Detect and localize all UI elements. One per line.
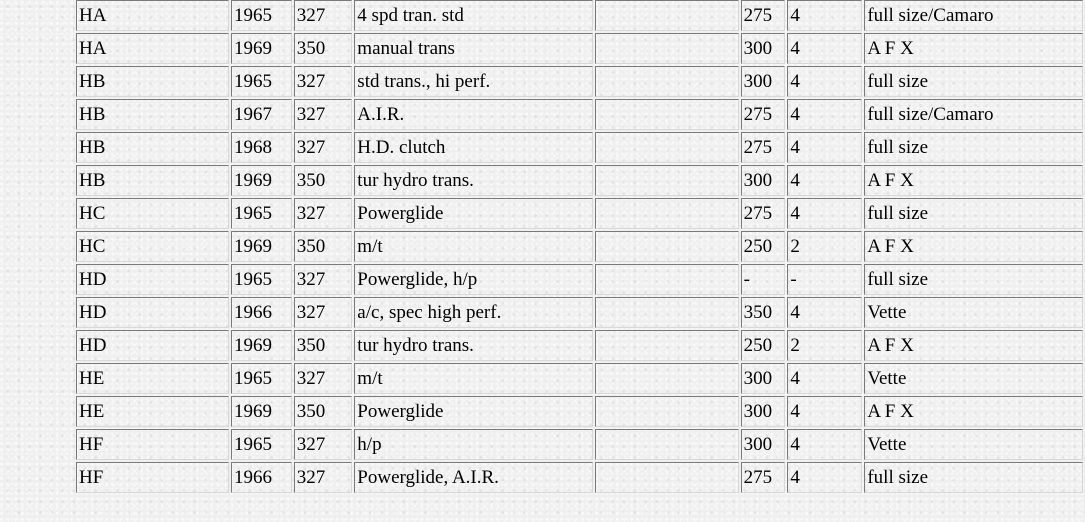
- horsepower-cell: 300: [741, 363, 786, 394]
- table-row: [76, 165, 1083, 196]
- blank-cell: [595, 165, 739, 196]
- blank-cell: [595, 0, 739, 31]
- displacement-cell: 327: [294, 198, 353, 229]
- horsepower-cell: 275: [741, 198, 786, 229]
- blank-cell: [595, 297, 739, 328]
- displacement-cell: 327: [294, 66, 353, 97]
- engine-code-cell: HB: [76, 165, 229, 196]
- year-cell: 1965: [231, 66, 292, 97]
- horsepower-cell: 300: [741, 165, 786, 196]
- barrels-cell: 4: [787, 297, 862, 328]
- blank-cell: [595, 363, 739, 394]
- application-cell: A F X: [864, 33, 1083, 64]
- table-row: [76, 396, 1083, 427]
- year-cell: 1965: [231, 429, 292, 460]
- horsepower-cell: 300: [741, 66, 786, 97]
- year-cell: 1965: [231, 198, 292, 229]
- horsepower-cell: 300: [741, 33, 786, 64]
- blank-cell: [595, 198, 739, 229]
- barrels-cell: 4: [787, 66, 862, 97]
- barrels-cell: 4: [787, 33, 862, 64]
- year-cell: 1965: [231, 363, 292, 394]
- year-cell: 1968: [231, 132, 292, 163]
- application-cell: Vette: [864, 297, 1083, 328]
- description-cell: tur hydro trans.: [354, 165, 593, 196]
- barrels-cell: 4: [787, 198, 862, 229]
- description-cell: Powerglide, h/p: [354, 264, 593, 295]
- blank-cell: [595, 396, 739, 427]
- horsepower-cell: 300: [741, 429, 786, 460]
- application-cell: full size: [864, 264, 1083, 295]
- engine-code-cell: HA: [76, 0, 229, 31]
- description-cell: manual trans: [354, 33, 593, 64]
- year-cell: 1966: [231, 297, 292, 328]
- horsepower-cell: -: [741, 264, 786, 295]
- application-cell: full size/Camaro: [864, 99, 1083, 130]
- table-row: [76, 231, 1083, 262]
- barrels-cell: 4: [787, 0, 862, 31]
- year-cell: 1967: [231, 99, 292, 130]
- description-cell: Powerglide: [354, 198, 593, 229]
- table-row: [76, 66, 1083, 97]
- blank-cell: [595, 264, 739, 295]
- barrels-cell: 4: [787, 165, 862, 196]
- displacement-cell: 327: [294, 132, 353, 163]
- description-cell: m/t: [354, 363, 593, 394]
- application-cell: Vette: [864, 363, 1083, 394]
- displacement-cell: 327: [294, 99, 353, 130]
- displacement-cell: 350: [294, 33, 353, 64]
- description-cell: m/t: [354, 231, 593, 262]
- displacement-cell: 327: [294, 264, 353, 295]
- application-cell: Vette: [864, 429, 1083, 460]
- description-cell: 4 spd tran. std: [354, 0, 593, 31]
- barrels-cell: 2: [787, 231, 862, 262]
- horsepower-cell: 275: [741, 99, 786, 130]
- engine-code-cell: HD: [76, 330, 229, 361]
- application-cell: A F X: [864, 396, 1083, 427]
- horsepower-cell: 275: [741, 0, 786, 31]
- application-cell: full size: [864, 132, 1083, 163]
- blank-cell: [595, 33, 739, 64]
- displacement-cell: 327: [294, 462, 353, 493]
- displacement-cell: 350: [294, 165, 353, 196]
- engine-code-cell: HB: [76, 99, 229, 130]
- engine-code-cell: HA: [76, 33, 229, 64]
- displacement-cell: 327: [294, 297, 353, 328]
- description-cell: Powerglide: [354, 396, 593, 427]
- application-cell: full size: [864, 66, 1083, 97]
- table-row: [76, 429, 1083, 460]
- engine-code-cell: HE: [76, 396, 229, 427]
- description-cell: a/c, spec high perf.: [354, 297, 593, 328]
- year-cell: 1965: [231, 264, 292, 295]
- blank-cell: [595, 132, 739, 163]
- application-cell: full size: [864, 198, 1083, 229]
- displacement-cell: 327: [294, 363, 353, 394]
- table-row: [76, 297, 1083, 328]
- table-row: [76, 264, 1083, 295]
- blank-cell: [595, 66, 739, 97]
- table-body: [76, 0, 1083, 493]
- table-row: [76, 198, 1083, 229]
- engine-code-cell: HF: [76, 429, 229, 460]
- table-row: [76, 330, 1083, 361]
- application-cell: A F X: [864, 231, 1083, 262]
- description-cell: h/p: [354, 429, 593, 460]
- engine-code-cell: HD: [76, 297, 229, 328]
- table-row: [76, 0, 1083, 31]
- engine-code-cell: HD: [76, 264, 229, 295]
- blank-cell: [595, 231, 739, 262]
- year-cell: 1969: [231, 33, 292, 64]
- barrels-cell: 4: [787, 132, 862, 163]
- blank-cell: [595, 330, 739, 361]
- engine-code-cell: HC: [76, 198, 229, 229]
- engine-code-cell: HE: [76, 363, 229, 394]
- description-cell: std trans., hi perf.: [354, 66, 593, 97]
- description-cell: H.D. clutch: [354, 132, 593, 163]
- description-cell: Powerglide, A.I.R.: [354, 462, 593, 493]
- application-cell: A F X: [864, 330, 1083, 361]
- displacement-cell: 350: [294, 396, 353, 427]
- table-row: [76, 462, 1083, 493]
- barrels-cell: 4: [787, 363, 862, 394]
- horsepower-cell: 275: [741, 132, 786, 163]
- engine-code-cell: HF: [76, 462, 229, 493]
- year-cell: 1969: [231, 231, 292, 262]
- barrels-cell: 4: [787, 99, 862, 130]
- barrels-cell: 2: [787, 330, 862, 361]
- application-cell: full size/Camaro: [864, 0, 1083, 31]
- engine-code-cell: HB: [76, 132, 229, 163]
- year-cell: 1965: [231, 0, 292, 31]
- blank-cell: [595, 462, 739, 493]
- table-row: [76, 363, 1083, 394]
- description-cell: A.I.R.: [354, 99, 593, 130]
- horsepower-cell: 250: [741, 231, 786, 262]
- horsepower-cell: 350: [741, 297, 786, 328]
- barrels-cell: 4: [787, 396, 862, 427]
- horsepower-cell: 250: [741, 330, 786, 361]
- barrels-cell: 4: [787, 429, 862, 460]
- barrels-cell: 4: [787, 462, 862, 493]
- horsepower-cell: 275: [741, 462, 786, 493]
- engine-code-cell: HB: [76, 66, 229, 97]
- application-cell: A F X: [864, 165, 1083, 196]
- year-cell: 1969: [231, 396, 292, 427]
- displacement-cell: 327: [294, 429, 353, 460]
- barrels-cell: -: [787, 264, 862, 295]
- description-cell: tur hydro trans.: [354, 330, 593, 361]
- year-cell: 1969: [231, 330, 292, 361]
- year-cell: 1966: [231, 462, 292, 493]
- table-row: [76, 132, 1083, 163]
- blank-cell: [595, 429, 739, 460]
- displacement-cell: 327: [294, 0, 353, 31]
- displacement-cell: 350: [294, 330, 353, 361]
- engine-code-table: [74, 0, 1085, 495]
- blank-cell: [595, 99, 739, 130]
- displacement-cell: 350: [294, 231, 353, 262]
- application-cell: full size: [864, 462, 1083, 493]
- horsepower-cell: 300: [741, 396, 786, 427]
- table-row: [76, 99, 1083, 130]
- table-row: [76, 33, 1083, 64]
- year-cell: 1969: [231, 165, 292, 196]
- engine-code-cell: HC: [76, 231, 229, 262]
